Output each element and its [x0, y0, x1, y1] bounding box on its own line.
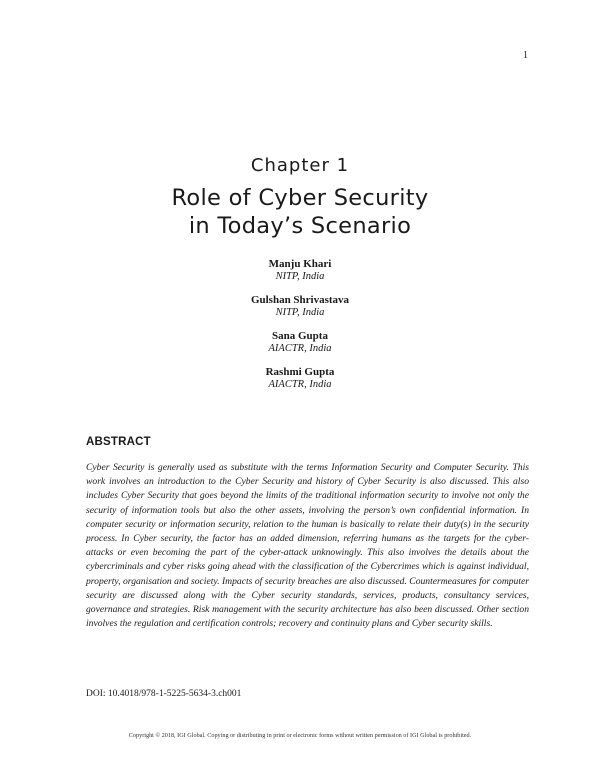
author-name: Sana Gupta [272, 330, 328, 342]
abstract-text: Cyber Security is generally used as substitute with the terms Information Security and Computer Security. This work involves an introduction to the Cyber Security and history of Cyber Security is also discussed. This also includes Cyber Security that goes beyond the limits of the traditional information security to involve not only the security of information tools but also the other assets, involving the person’s own confidential information. In computer security or information security, relation to the human is basically to relate their duty(s) in the security process. In Cyber security, the factor has an added dimension, referring humans as the targets for the cyber-attacks or even becoming the part of the cyber-attack unknowingly. This also involves the details about the cybercriminals and cyber risks going ahead with the classification of the Cybercrimes which is against individual, property, organisation and society. Impacts of security breaches are also discussed. Countermeasures for computer security are discussed along with the Cyber security standards, services, products, consultancy services, governance and strategies. Risk management with the security architecture has also been discussed. Other section involves the regulation and certification controls; recovery and continuity plans and Cyber security skills. [86, 462, 529, 630]
author-block [0, 330, 600, 366]
author-block [0, 294, 600, 330]
author-block [0, 366, 600, 402]
title-line-2: in Today’s Scenario [188, 213, 412, 239]
copyright-notice: Copyright © 2018, IGI Global. Copying or distributing in print or electronic forms without written permission of IGI Global is prohibited. [128, 732, 472, 739]
author-affiliation: NITP, India [275, 307, 325, 318]
chapter-title [0, 184, 600, 240]
doi-line: DOI: 10.4018/978-1-5225-5634-3.ch001 [86, 689, 242, 699]
author-name: Manju Khari [268, 258, 332, 270]
page-number: 1 [523, 50, 528, 61]
title-line-1: Role of Cyber Security [171, 185, 429, 211]
author-affiliation: AIACTR, India [268, 343, 332, 354]
author-block [0, 258, 600, 294]
abstract-heading: ABSTRACT [86, 436, 151, 448]
author-name: Rashmi Gupta [265, 366, 335, 378]
author-affiliation: NITP, India [275, 271, 325, 282]
author-list [0, 258, 600, 402]
author-affiliation: AIACTR, India [268, 379, 332, 390]
author-name: Gulshan Shrivastava [250, 294, 350, 306]
chapter-label: Chapter 1 [250, 155, 350, 176]
